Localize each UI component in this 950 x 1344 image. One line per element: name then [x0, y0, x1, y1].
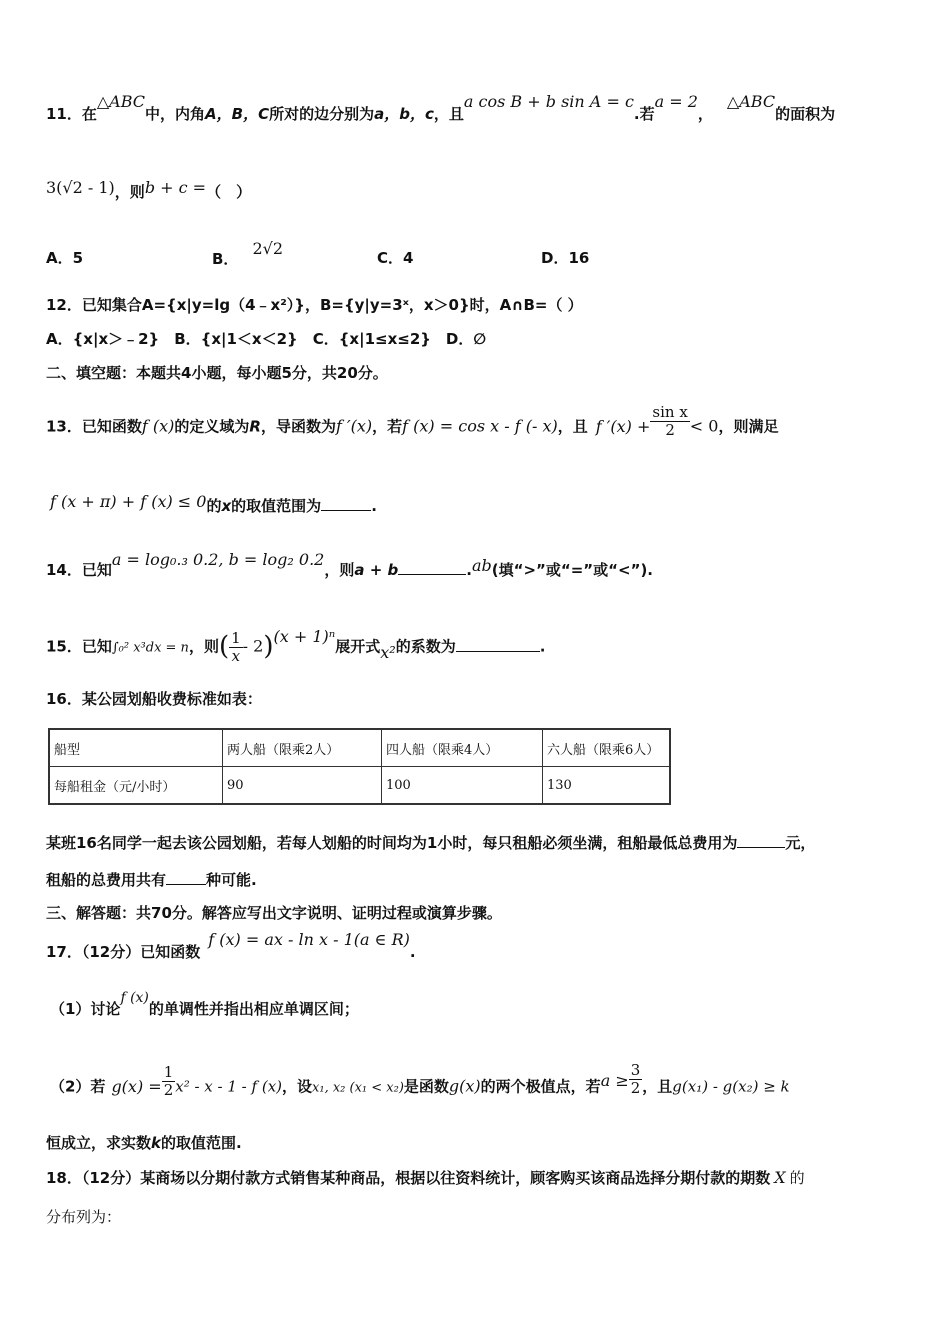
q12-stem: 12．已知集合A={x|y=lg（4﹣x²）}，B={y|y=3ˣ，x＞0}时，A∩B=（ ）: [46, 296, 583, 314]
q18-line1: [46, 1168, 805, 1187]
q13-fprime: f ′(x): [335, 416, 373, 436]
q11-line1: [46, 92, 836, 123]
q15-power: (x + 1)ⁿ: [273, 626, 336, 646]
fraction-numerator: 3: [630, 1061, 641, 1079]
q14-line: [46, 550, 653, 579]
q15-text: 展开式: [335, 637, 381, 656]
q11-text: 中，内角: [145, 105, 206, 123]
fraction-denominator: 2: [665, 420, 675, 439]
q15-text: .: [539, 637, 546, 656]
q17-text: 的单调性并指出相应单调区间；: [148, 1000, 359, 1018]
q17-text: （1）讨论: [50, 1000, 121, 1018]
q11-area: 3(√2 - 1): [46, 178, 115, 197]
fraction-numerator: sin x: [652, 403, 688, 421]
q16-text: 某班16名同学一起去该公园划船，若每人划船的时间均为1小时，每只租船必须坐满，租船最低总费用为: [46, 834, 738, 852]
q17-text: 的取值范围.: [161, 1134, 242, 1152]
fraction-denominator: 2: [163, 1080, 174, 1099]
option-label: D．16: [541, 249, 590, 267]
q17-text: 的两个极值点，若: [480, 1077, 601, 1096]
table-cell: 两人船（限乘2人）: [223, 729, 382, 767]
q15-x2: x²: [380, 642, 396, 662]
option-label: A．5: [46, 249, 84, 267]
q13-R: R: [249, 417, 261, 436]
q13-line2: [50, 492, 377, 515]
q11-paren: （ ）: [206, 183, 252, 201]
q13-inequality-rhs: < 0: [689, 416, 719, 436]
boat-fee-table: [48, 728, 671, 805]
q16-paragraph-2: [46, 870, 257, 889]
q13-inequality: f ′(x) +: [595, 416, 651, 436]
q12-options: A．{x|x＞﹣2} B．{x|1＜x＜2} C．{x|1≤x≤2} D．∅: [46, 330, 487, 348]
q15-text: 的系数为: [395, 637, 456, 656]
q11-equation-a: a = 2: [654, 92, 698, 111]
q11-line2: [46, 178, 252, 201]
q17-number: 17．（12分）已知函数: [46, 943, 201, 961]
q13-equation: f (x) = cos x - f (- x): [402, 416, 558, 436]
answer-blank[interactable]: [398, 560, 466, 575]
q13-text: ，若: [372, 417, 403, 436]
q11-triangle: △ABC: [96, 92, 146, 111]
fraction-denominator: 2: [630, 1078, 641, 1097]
q14-sum: a + b: [354, 561, 399, 579]
q13-text: 的取值范围为: [231, 497, 322, 515]
q14-product: ab: [471, 556, 492, 575]
q17-text: ，设: [282, 1077, 313, 1096]
q17-text: .: [409, 943, 416, 961]
q17-k: k: [151, 1134, 161, 1152]
q11-triangle-2: △ABC: [726, 92, 776, 111]
q11-option-a: [46, 249, 83, 267]
q14-text: ，则: [324, 561, 355, 579]
q13-f: f (x): [141, 416, 175, 436]
q11-sides: a，b，c: [374, 105, 434, 123]
q17-text: 恒成立，求实数: [46, 1134, 152, 1152]
q15-expr: - 2: [242, 636, 264, 656]
q16-text: 种可能.: [206, 871, 257, 889]
q17-text: ，且: [642, 1077, 673, 1096]
q17-part-2: [50, 1061, 790, 1104]
q14-text: .: [466, 561, 472, 579]
q11-text: ，则: [114, 183, 145, 201]
q14-text: (填“>”或“=”或“<”).: [491, 561, 653, 579]
q11-option-c: [377, 249, 413, 267]
q13-x: x: [221, 497, 232, 515]
q11-text: 的面积为: [775, 105, 836, 123]
q17-extrema: x₁, x₂ (x₁ < x₂): [312, 1080, 404, 1096]
q11-text: ，: [697, 105, 713, 123]
q17-a: a ≥: [600, 1070, 629, 1090]
option-label: C．4: [377, 249, 414, 267]
q17-text: （2）若: [50, 1077, 106, 1096]
q18-line2: 分布列为：: [46, 1208, 122, 1226]
answer-blank[interactable]: [166, 870, 206, 885]
q17-inequality: g(x₁) - g(x₂) ≥ k: [672, 1077, 790, 1096]
q15-number: 15．已知: [46, 637, 112, 656]
q14-number: 14．已知: [46, 561, 112, 579]
table-cell: 130: [543, 767, 671, 805]
q17-function: f (x) = ax - ln x - 1(a ∈ R): [208, 930, 410, 949]
q17-g-name: g(x): [448, 1076, 481, 1096]
q17-part-2-tail: [46, 1134, 242, 1152]
answer-blank[interactable]: [737, 833, 785, 848]
option-label: B．: [212, 250, 239, 268]
q17-a-fraction: [629, 1062, 643, 1096]
q13-text: .: [371, 497, 377, 515]
q14-equation: a = log₀.₃ 0.2, b = log₂ 0.2: [111, 550, 325, 569]
section-2-heading: 二、填空题：本题共4小题，每小题5分，共20分。: [46, 364, 388, 382]
table-row: [49, 729, 670, 767]
q13-number: 13．已知函数: [46, 417, 142, 436]
q15-fraction: [229, 630, 243, 664]
q15-line: 15．已知∫₀² x³dx = n，则( $\frac{1}{x}$ - 2)(x + 1)ⁿ展开式x²的系数为 .: [46, 626, 546, 665]
q17-g-rest: x² - x - 1 - f (x): [175, 1077, 283, 1096]
table-cell: 六人船（限乘6人）: [543, 729, 671, 767]
q17-fraction: [162, 1064, 176, 1098]
q11-option-d: [541, 249, 589, 267]
table-cell: 四人船（限乘4人）: [382, 729, 543, 767]
q17-g: g(x) =: [111, 1076, 162, 1096]
q15-text: ，则: [188, 637, 219, 656]
q16-text: 租船的总费用共有: [46, 871, 167, 889]
q18-text: 18．（12分）某商场以分期付款方式销售某种商品，根据以往资料统计，顾客购买该商品选择分期付款的期数: [46, 1169, 771, 1187]
q11-text: .若: [633, 105, 655, 123]
q11-equation: a cos B + b sin A = c: [463, 92, 634, 111]
table-cell: 船型: [49, 729, 223, 767]
q13-text: 的: [206, 497, 222, 515]
q13-condition: f (x + π) + f (x) ≤ 0: [50, 492, 207, 511]
q17-f: f (x): [120, 990, 149, 1006]
q13-fraction: [650, 404, 689, 438]
q11-angles: A，B，C: [205, 105, 270, 123]
q18-X: X: [774, 1168, 786, 1187]
q16-text: 元，: [785, 834, 816, 852]
q16-stem: 16．某公园划船收费标准如表：: [46, 690, 262, 708]
table-cell: 90: [223, 767, 382, 805]
q13-line1: [46, 403, 779, 444]
fraction-numerator: 1: [231, 629, 241, 647]
q11-text: 所对的边分别为: [269, 105, 375, 123]
table-cell: 每船租金（元/小时）: [49, 767, 223, 805]
q17-text: 是函数: [403, 1077, 449, 1096]
option-math: 2√2: [252, 239, 283, 258]
fraction-denominator: x: [231, 646, 241, 665]
answer-blank[interactable]: [321, 496, 371, 511]
q11-number: 11．在: [46, 105, 97, 123]
q16-paragraph-1: [46, 833, 815, 852]
section-3-heading: 三、解答题：共70分。解答应写出文字说明、证明过程或演算步骤。: [46, 904, 502, 922]
q13-text: ，导函数为: [260, 417, 336, 436]
q17-part-1: [50, 990, 359, 1019]
q15-integral: ∫₀² x³dx = n: [111, 640, 189, 656]
answer-blank[interactable]: [456, 637, 540, 652]
table-row: [49, 767, 670, 805]
fraction-numerator: 1: [163, 1063, 174, 1081]
q13-text: ，则满足: [718, 417, 779, 436]
q13-text: ，且: [557, 417, 588, 436]
q11-text: ，且: [433, 105, 464, 123]
table-cell: 100: [382, 767, 543, 805]
q13-text: 的定义域为: [174, 417, 250, 436]
q11-sum: b + c =: [144, 178, 207, 197]
q17-stem: [46, 930, 416, 961]
q18-text: 的: [789, 1169, 805, 1187]
q11-option-b: [212, 239, 283, 268]
